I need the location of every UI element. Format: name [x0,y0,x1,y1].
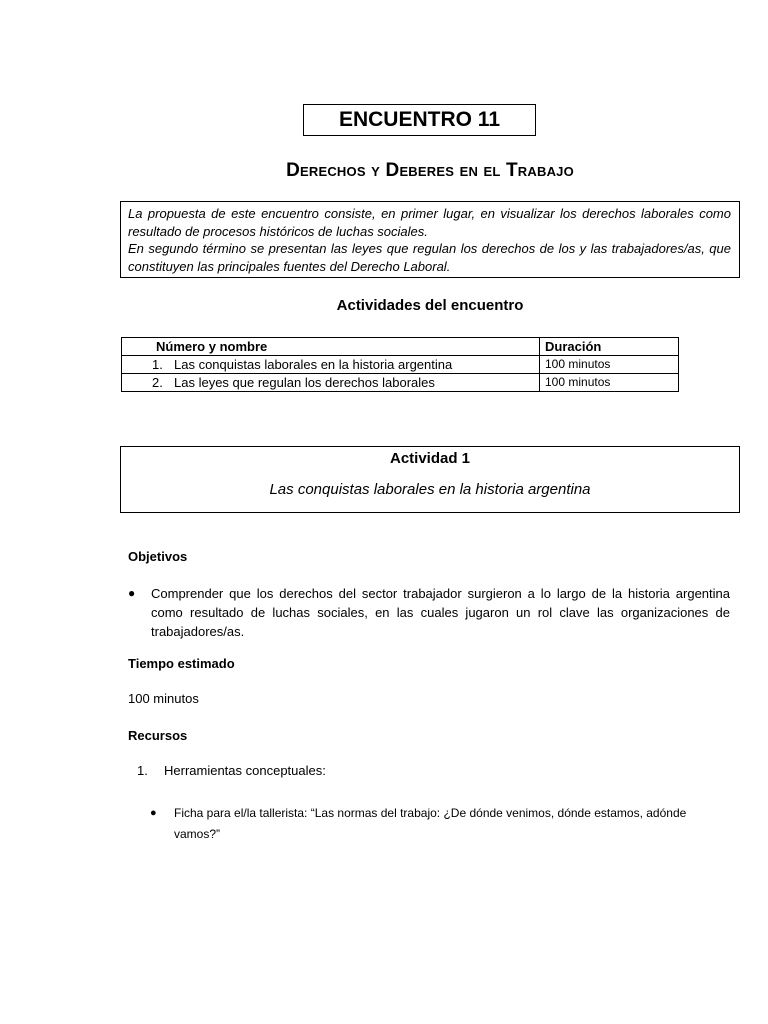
intro-paragraph-1: La propuesta de este encuentro consiste, en primer lugar, en visualizar los derechos laborales como resultado de procesos históricos de luchas sociales. [128,206,731,239]
column-header-duration: Duración [540,338,679,356]
activity-1-subtitle: Las conquistas laborales en la historia argentina [269,481,591,498]
intro-paragraph-2: En segundo término se presentan las leyes que regulan los derechos de los y las trabajadores/as, que constituyen las principales fuentes del Derecho Laboral. [128,241,731,274]
column-header-name: Número y nombre [122,338,540,356]
activity-name-cell [122,374,540,392]
table-row [122,374,679,392]
table-row [122,356,679,374]
resource-text: Herramientas conceptuales: [164,763,326,778]
objectives-label: Objetivos [128,549,188,564]
time-label: Tiempo estimado [128,656,235,671]
document-title: ENCUENTRO 11 [338,108,501,131]
resource-sub-item-text: Ficha para el/la tallerista: “Las normas del trabajo: ¿De dónde venimos, dónde estamos, adónde vamos?” [174,806,687,841]
resource-number: 1. [137,763,148,778]
bullet-icon: ● [128,586,136,600]
objective-text: Comprender que los derechos del sector trabajador surgieron a lo largo de la historia argentina como resultado de luchas sociales, en las cuales jugaron un rol clave las organizaciones de trabajadores/as. [151,586,730,639]
activities-section-title: Actividades del encuentro [336,297,524,314]
table-header-row [122,338,679,356]
activity-name-cell [122,356,540,374]
activity-number: 2. [152,375,163,390]
objective-item [128,584,730,641]
activities-table [121,337,679,392]
document-title-box [303,104,536,136]
resource-sub-item [150,803,732,845]
activity-1-heading: Actividad 1 [389,450,471,467]
activity-duration: 100 minutos [540,374,679,392]
resources-label: Recursos [128,728,188,743]
activity-number: 1. [152,357,163,372]
time-value: 100 minutos [128,691,199,706]
document-subtitle: Derechos y Deberes en el Trabajo [286,160,574,181]
activity-name: Las leyes que regulan los derechos laborales [174,375,435,390]
intro-box [120,201,740,278]
bullet-icon: ● [150,807,157,819]
activity-name: Las conquistas laborales en la historia argentina [174,357,453,372]
activity-1-box [120,446,740,513]
resource-item [137,763,326,778]
activity-duration: 100 minutos [540,356,679,374]
